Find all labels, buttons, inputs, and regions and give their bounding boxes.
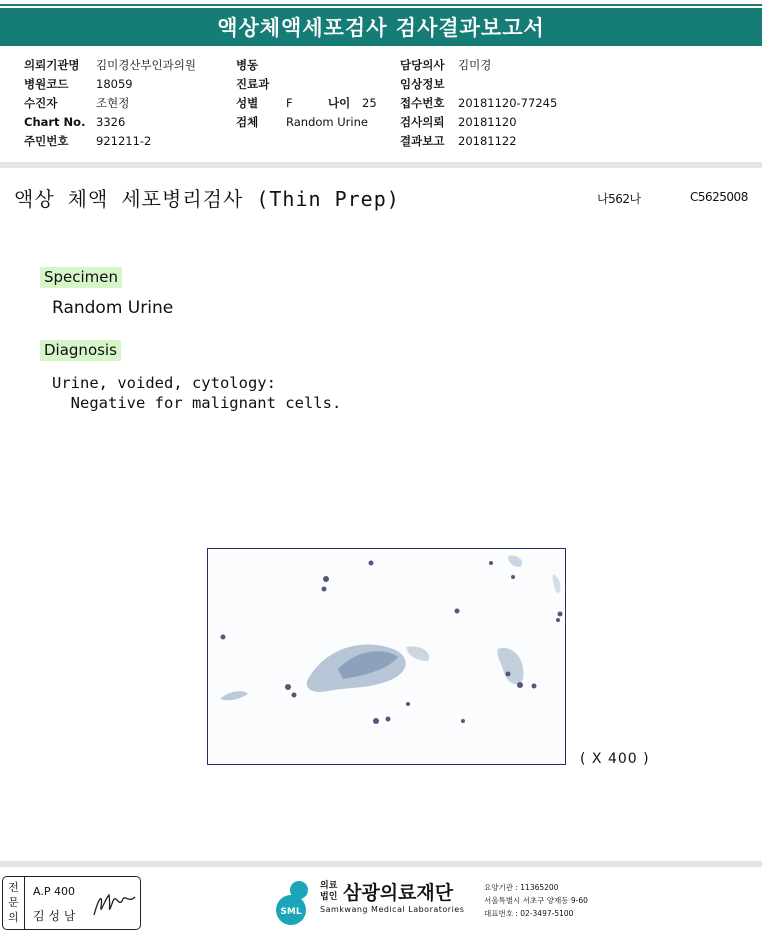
info-value: 김미경 xyxy=(458,58,492,72)
org-english: Samkwang Medical Laboratories xyxy=(320,905,465,914)
signature-icon xyxy=(91,887,137,921)
vertical-char: 문 xyxy=(8,896,19,909)
logo-text: SML xyxy=(280,907,302,917)
report-title: 액상체액세포검사 검사결과보고서 xyxy=(0,8,762,46)
sml-logo-icon xyxy=(271,878,317,926)
info-value: Random Urine xyxy=(286,115,368,129)
specialist-vertical-label xyxy=(3,877,25,929)
info-key: 성별 xyxy=(236,96,259,110)
org-name: 삼광의료재단 xyxy=(343,882,454,904)
age-value: 25 xyxy=(362,96,377,110)
org-prefix xyxy=(320,881,337,903)
code-a: 나562나 xyxy=(597,192,641,206)
info-key: 담당의사 xyxy=(400,58,445,72)
info-key: 병동 xyxy=(236,58,259,72)
contact-line: 서울특별시 서초구 양재동 9-60 xyxy=(484,896,588,905)
info-left xyxy=(24,56,196,151)
info-key: 진료과 xyxy=(236,77,270,91)
diagnosis-label: Diagnosis xyxy=(40,340,121,361)
info-key: 주민번호 xyxy=(24,134,69,148)
cytology-cells-svg xyxy=(208,549,565,764)
info-key: 병원코드 xyxy=(24,77,69,91)
info-value: 20181120-77245 xyxy=(458,96,558,110)
doctor-name: 김 성 남 xyxy=(33,909,76,923)
org-prefix-1: 의료 xyxy=(320,881,338,891)
info-value: 921211-2 xyxy=(96,134,152,148)
info-value: 20181120 xyxy=(458,115,517,129)
section-divider xyxy=(0,162,762,168)
contact-line: 대표번호 : 02-3497-5100 xyxy=(484,909,574,918)
info-key: 임상정보 xyxy=(400,77,445,91)
info-value: 김미경산부인과의원 xyxy=(96,58,196,72)
info-right xyxy=(400,56,557,151)
microscopy-image xyxy=(207,548,566,765)
code-b: C5625008 xyxy=(690,190,748,204)
diagnosis-line-1: Urine, voided, cytology: xyxy=(52,374,276,392)
vertical-char: 의 xyxy=(8,911,19,924)
vertical-char: 전 xyxy=(8,881,19,894)
info-middle xyxy=(236,56,377,132)
info-value: F xyxy=(286,96,293,110)
footer-divider xyxy=(0,861,762,867)
contact-line: 요양기관 : 11365200 xyxy=(484,883,559,892)
info-key: 검사의뢰 xyxy=(400,115,445,129)
doctor-code: A.P 400 xyxy=(33,885,75,898)
org-contact xyxy=(484,881,588,920)
specimen-label: Specimen xyxy=(40,267,122,288)
info-key: 검체 xyxy=(236,115,259,129)
info-value: 18059 xyxy=(96,77,133,91)
info-key: 결과보고 xyxy=(400,134,445,148)
info-value: 3326 xyxy=(96,115,126,129)
magnification-label: ( X 400 ) xyxy=(580,751,650,767)
org-prefix-2: 법인 xyxy=(320,892,338,902)
info-value: 조현정 xyxy=(96,96,130,110)
top-rule xyxy=(0,4,762,6)
age-key: 나이 xyxy=(328,96,351,110)
info-key: 접수번호 xyxy=(400,96,445,110)
info-key: Chart No. xyxy=(24,115,86,129)
info-key: 수진자 xyxy=(24,96,58,110)
info-key: 의뢰기관명 xyxy=(24,58,80,72)
info-value: 20181122 xyxy=(458,134,517,148)
doctor-box xyxy=(2,876,141,930)
section-title: 액상 체액 세포병리검사 (Thin Prep) xyxy=(14,187,400,211)
diagnosis-line-2: Negative for malignant cells. xyxy=(52,394,342,412)
specimen-value: Random Urine xyxy=(52,298,174,318)
